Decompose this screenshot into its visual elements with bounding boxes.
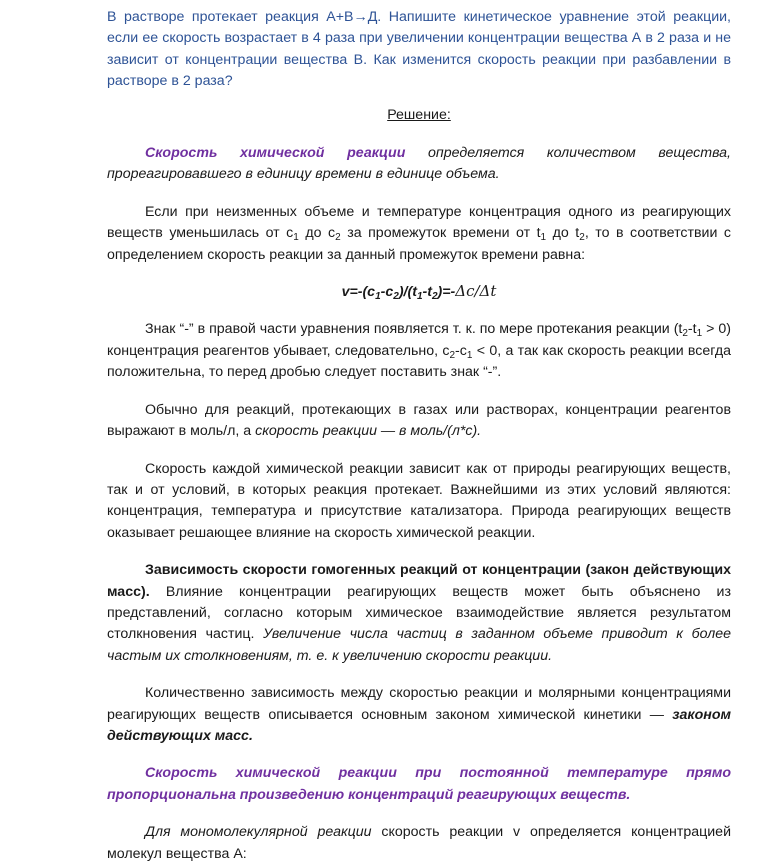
law-statement: Скорость химической реакции при постоянной температуре прямо пропорциональна произведению концентраций реагирующих веществ. <box>107 765 731 803</box>
solution-heading: Решение: <box>387 106 451 123</box>
subscript: 2 <box>682 328 688 340</box>
formula-run: )=- <box>437 284 456 301</box>
text-run: > 0) концентрация реагентов убывает, следовательно, c <box>107 321 731 359</box>
text-run: Знак “-” в правой части уравнения появляется т. к. по мере протекания реакции (t <box>145 321 683 338</box>
subscript: 2 <box>335 232 341 244</box>
text-run: -c <box>455 342 467 359</box>
text-run: Обычно для реакций, протекающих в газах или растворах, концентрации реагентов выражают в моль/л, а <box>107 401 731 440</box>
italic-run: Увеличение числа частиц в заданном объеме приводит к более частым их столкновениям, т. е. к увеличению скорости реакции. <box>107 626 731 664</box>
concentration-paragraph <box>107 202 731 266</box>
quantitative-paragraph <box>107 683 731 747</box>
subscript: 1 <box>696 328 703 340</box>
subscript: 2 <box>393 291 399 303</box>
monomolecular-paragraph <box>107 822 731 865</box>
formula-run: -c <box>380 284 394 301</box>
task-statement: В растворе протекает реакция А+В→Д. Напишите кинетическое уравнение этой реакции, если ее скорость возрастает в 4 раза при увеличении концентрации вещества А в 2 раза и не зависит от концентрации вещества В. Как изменится скорость реакции при разбавлении в растворе в 2 раза? <box>107 9 731 90</box>
subscript: 2 <box>579 232 585 244</box>
text-run: до t <box>546 225 580 242</box>
formula-math: Δc/Δt <box>455 282 497 301</box>
document-page <box>107 0 731 865</box>
text-run: , то в соответствии с определением скорость реакции за данный промежуток времени равна: <box>107 225 732 263</box>
definition-text: определяется количеством вещества, прореагировавшего в единицу времени в единице объема. <box>107 145 731 183</box>
text-run: Количественно зависимость между скоростью реакции и молярными концентрациями реагирующих веществ описывается основным законом химической кинетики — <box>107 685 731 723</box>
subscript: 1 <box>293 232 299 244</box>
subscript: 2 <box>431 291 438 303</box>
section-heading: Зависимость скорости гомогенных реакций от концентрации (закон действующих масс). <box>107 562 731 600</box>
subscript: 2 <box>449 349 456 361</box>
text-run: скорость реакции v определяется концентрацией молекул вещества А: <box>107 824 731 862</box>
mass-action-paragraph <box>107 560 731 667</box>
rate-formula <box>107 281 731 303</box>
formula-run: -t <box>422 284 432 301</box>
text-run: за промежуток времени от t <box>340 225 541 242</box>
text-run: < 0, а так как скорость реакции всегда положительна, то перед дробью следует поставить знак “-”. <box>107 342 732 381</box>
text-run: Если при неизменных объеме и температуре концентрация одного из реагирующих веществ уменьшилась от c <box>107 203 731 242</box>
definition-paragraph <box>107 143 731 186</box>
text-run: до c <box>298 225 336 242</box>
italic-run: Для мономолекулярной реакции <box>145 824 372 841</box>
text-run: Влияние концентрации реагирующих веществ может быть объяснено из представлений, согласно которым химическое взаимодействие является результатом столкновения частиц. <box>107 583 731 643</box>
subscript: 1 <box>375 291 381 303</box>
text-run: -t <box>687 321 697 338</box>
sign-paragraph <box>107 319 731 383</box>
formula-run: )/(t <box>398 284 417 301</box>
formula-run: v=-(c <box>341 284 376 301</box>
law-name: законом действующих масс. <box>107 706 731 744</box>
factors-paragraph: Скорость каждой химической реакции зависит как от природы реагирующих веществ, так и от условий, в которых реакция протекает. Важнейшими из этих условий являются: концентрация, температура и присутствие катализатора. Природа реагирующих веществ оказывает решающее влияние на скорость химической реакции. <box>107 460 731 541</box>
units-paragraph <box>107 400 731 443</box>
units-italic: скорость реакции — в моль/(л*с). <box>255 423 482 440</box>
subscript: 1 <box>466 349 473 361</box>
definition-term: Скорость химической реакции <box>145 145 406 162</box>
subscript: 1 <box>540 232 547 244</box>
subscript: 1 <box>416 291 423 303</box>
